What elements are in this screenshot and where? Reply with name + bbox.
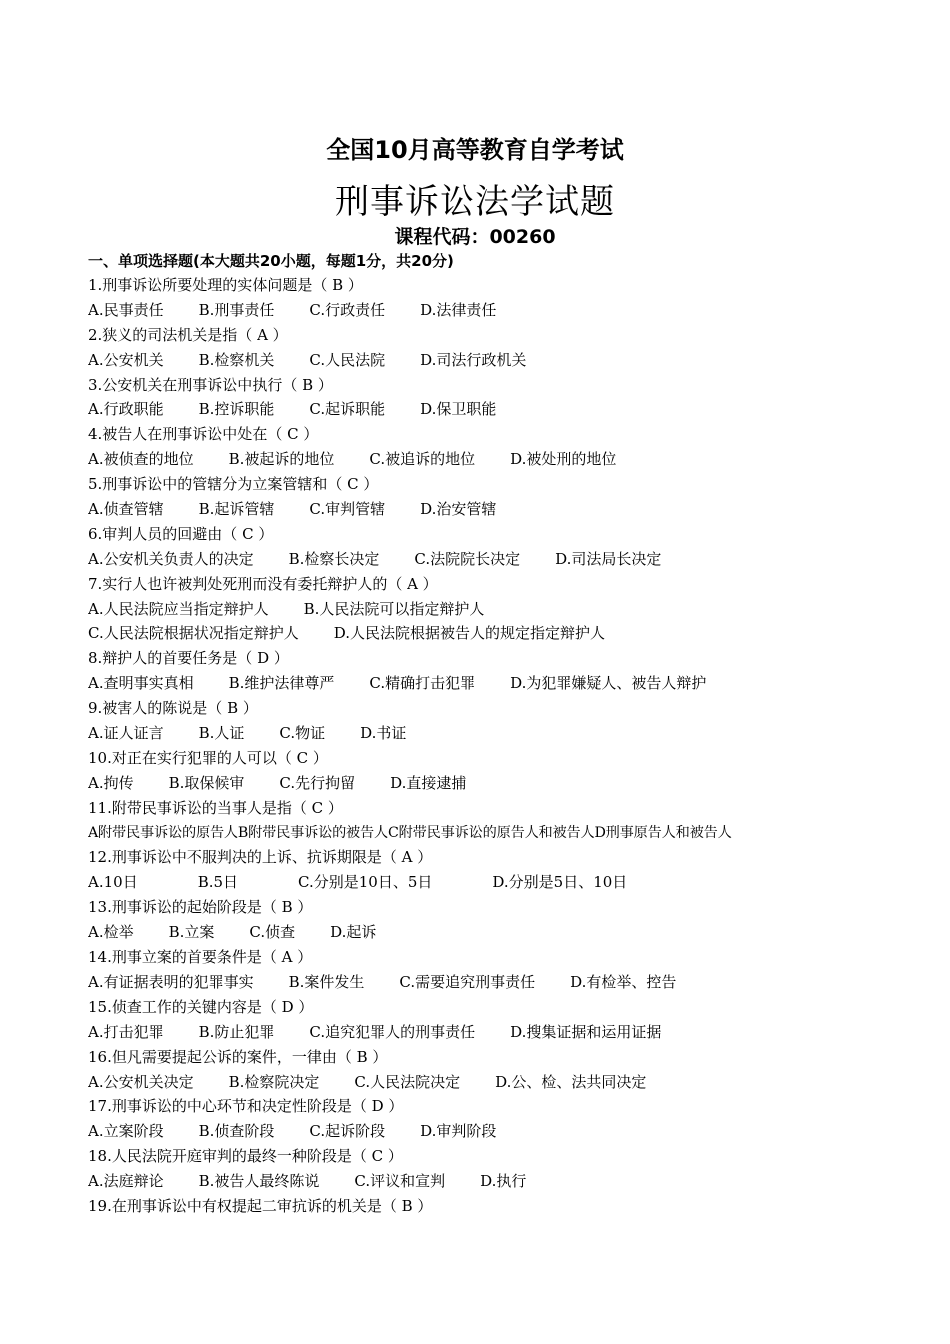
option-text: D.司法局长决定 [555, 549, 662, 568]
option-text: D.为犯罪嫌疑人、被告人辩护 [510, 674, 707, 693]
question-stem [88, 1045, 888, 1070]
option-text: C.物证 [279, 724, 326, 743]
option-text: C.精确打击犯罪 [369, 674, 476, 693]
option-text: A.公安机关负责人的决定 [88, 549, 254, 568]
option-text: B.检察机关 [198, 350, 275, 369]
option-text: B.取保候审 [168, 773, 245, 792]
option-text: D.被处刑的地位 [510, 450, 617, 469]
question-text: 10.对正在实行犯罪的人可以（ C ） [88, 748, 328, 767]
option-row [88, 970, 888, 995]
option-row [88, 621, 888, 646]
section-heading: 一、单项选择题(本大题共20小题，每题1分，共20分) [88, 252, 454, 270]
question-text: 5.刑事诉讼中的管辖分为立案管辖和（ C ） [88, 475, 379, 494]
option-text: B.防止犯罪 [198, 1022, 275, 1041]
option-text: D.分别是5日、10日 [492, 873, 628, 892]
question-text: 4.被告人在刑事诉讼中处在（ C ） [88, 425, 319, 444]
question-text: 17.刑事诉讼的中心环节和决定性阶段是（ D ） [88, 1097, 404, 1116]
option-text: D.治安管辖 [420, 500, 497, 519]
option-text: C.起诉阶段 [309, 1122, 386, 1141]
option-text: A附带民事诉讼的原告人B附带民事诉讼的被告人C附带民事诉讼的原告人和被告人D刑事原告人和被告人 [88, 824, 732, 841]
option-row [88, 920, 888, 945]
option-text: B.5日 [197, 873, 239, 892]
question-text: 1.刑事诉讼所要处理的实体问题是（ B ） [88, 276, 363, 294]
option-text: B.控诉职能 [198, 400, 275, 419]
option-row [88, 1119, 888, 1144]
question-text: 12.刑事诉讼中不服判决的上诉、抗诉期限是（ A ） [88, 848, 433, 867]
option-text: B.案件发生 [288, 972, 365, 991]
question-text: 3.公安机关在刑事诉讼中执行（ B ） [88, 375, 333, 394]
question-stem [88, 995, 888, 1020]
option-text: A.立案阶段 [88, 1122, 164, 1141]
option-row [88, 447, 888, 472]
option-row [88, 671, 888, 696]
option-row [88, 1070, 888, 1095]
question-text: 11.附带民事诉讼的当事人是指（ C ） [88, 798, 343, 817]
question-stem [88, 796, 888, 821]
option-text: C.行政责任 [309, 300, 386, 319]
option-text: B.维护法律尊严 [228, 674, 335, 693]
option-text: B.人证 [198, 724, 245, 743]
option-row [88, 821, 888, 846]
option-text: C.侦查 [249, 923, 296, 942]
option-text: A.打击犯罪 [88, 1022, 164, 1041]
option-row [88, 397, 888, 422]
option-text: B.侦查阶段 [198, 1122, 275, 1141]
option-text: A.检举 [88, 923, 134, 942]
option-text: D.起诉 [330, 923, 377, 942]
option-text: D.公、检、法共同决定 [495, 1072, 647, 1091]
option-text: D.有检举、控告 [570, 972, 677, 991]
question-text: 9.被害人的陈说是（ B ） [88, 699, 258, 718]
option-text: C.追究犯罪人的刑事责任 [309, 1022, 476, 1041]
option-text: D.执行 [480, 1172, 527, 1191]
option-row [88, 1020, 888, 1045]
option-text: C.被追诉的地位 [369, 450, 476, 469]
option-text: D.书证 [360, 724, 407, 743]
option-text: A.公安机关决定 [88, 1072, 194, 1091]
question-text: 15.侦查工作的关键内容是（ D ） [88, 997, 314, 1016]
course-code: 课程代码：00260 [394, 226, 556, 248]
option-row [88, 1169, 888, 1194]
option-text: B.立案 [168, 923, 215, 942]
option-text: C.先行拘留 [279, 773, 356, 792]
question-text: 7.实行人也许被判处死刑而没有委托辩护人的（ A ） [88, 574, 438, 593]
question-text: 6.审判人员的回避由（ C ） [88, 524, 274, 543]
question-text: 18.人民法院开庭审判的最终一种阶段是（ C ） [88, 1147, 403, 1166]
option-row [88, 547, 888, 572]
option-text: B.被告人最终陈说 [198, 1172, 320, 1191]
question-stem [88, 646, 888, 671]
question-text: 16.但凡需要提起公诉的案件，一律由（ B ） [88, 1047, 388, 1066]
question-stem [88, 845, 888, 870]
option-row [88, 497, 888, 522]
subject-title: 刑事诉讼法学试题 [335, 182, 615, 222]
question-stem [88, 273, 888, 298]
option-text: B.刑事责任 [198, 300, 275, 319]
question-stem [88, 472, 888, 497]
option-text: A.拘传 [88, 773, 134, 792]
option-row [88, 298, 888, 323]
option-text: A.人民法院应当指定辩护人 [88, 599, 269, 618]
option-text: B.被起诉的地位 [228, 450, 335, 469]
question-stem [88, 1144, 888, 1169]
option-text: A.民事责任 [88, 300, 164, 319]
option-text: A.法庭辩论 [88, 1172, 164, 1191]
option-text: A.有证据表明的犯罪事实 [88, 972, 254, 991]
option-row [88, 870, 888, 895]
option-row [88, 348, 888, 373]
question-stem [88, 1194, 888, 1219]
option-text: B.检察长决定 [288, 549, 380, 568]
option-text: D.司法行政机关 [420, 350, 527, 369]
option-text: D.人民法院根据被告人的规定指定辩护人 [333, 624, 605, 643]
option-text: C.人民法院 [309, 350, 386, 369]
option-text: C.需要追究刑事责任 [399, 972, 536, 991]
question-stem [88, 522, 888, 547]
question-stem [88, 373, 888, 398]
option-text: B.起诉管辖 [198, 500, 275, 519]
option-text: D.保卫职能 [420, 400, 497, 419]
question-stem [88, 1094, 888, 1119]
option-text: D.直接逮捕 [390, 773, 467, 792]
question-list [88, 273, 888, 1219]
option-text: A.公安机关 [88, 350, 164, 369]
option-text: A.查明事实真相 [88, 674, 194, 693]
option-text: C.分别是10日、5日 [298, 873, 433, 892]
question-text: 2.狭义的司法机关是指（ A ） [88, 325, 288, 344]
question-stem [88, 895, 888, 920]
option-text: B.检察院决定 [228, 1072, 320, 1091]
question-text: 14.刑事立案的首要条件是（ A ） [88, 948, 313, 967]
option-text: C.评议和宣判 [354, 1172, 446, 1191]
option-text: A.被侦查的地位 [88, 450, 194, 469]
option-text: A.10日 [88, 873, 138, 892]
question-stem [88, 323, 888, 348]
option-text: B.人民法院可以指定辩护人 [303, 599, 485, 618]
question-stem [88, 746, 888, 771]
question-text: 8.辩护人的首要任务是（ D ） [88, 649, 289, 668]
option-text: D.法律责任 [420, 300, 497, 319]
option-text: D.搜集证据和运用证据 [510, 1022, 662, 1041]
option-text: C.人民法院根据状况指定辩护人 [88, 624, 299, 643]
option-text: D.审判阶段 [420, 1122, 497, 1141]
question-text: 13.刑事诉讼的起始阶段是（ B ） [88, 898, 313, 917]
option-text: C.起诉职能 [309, 400, 386, 419]
option-text: A.证人证言 [88, 724, 164, 743]
option-row [88, 771, 888, 796]
option-text: C.人民法院决定 [354, 1072, 461, 1091]
question-stem [88, 422, 888, 447]
option-text: A.侦查管辖 [88, 500, 164, 519]
question-stem [88, 696, 888, 721]
question-stem [88, 945, 888, 970]
exam-title: 全国10月高等教育自学考试 [326, 136, 624, 164]
option-text: A.行政职能 [88, 400, 164, 419]
question-text: 19.在刑事诉讼中有权提起二审抗诉的机关是（ B ） [88, 1196, 433, 1215]
option-text: C.审判管辖 [309, 500, 386, 519]
option-row [88, 597, 888, 622]
option-row [88, 721, 888, 746]
question-stem [88, 572, 888, 597]
option-text: C.法院院长决定 [414, 549, 521, 568]
